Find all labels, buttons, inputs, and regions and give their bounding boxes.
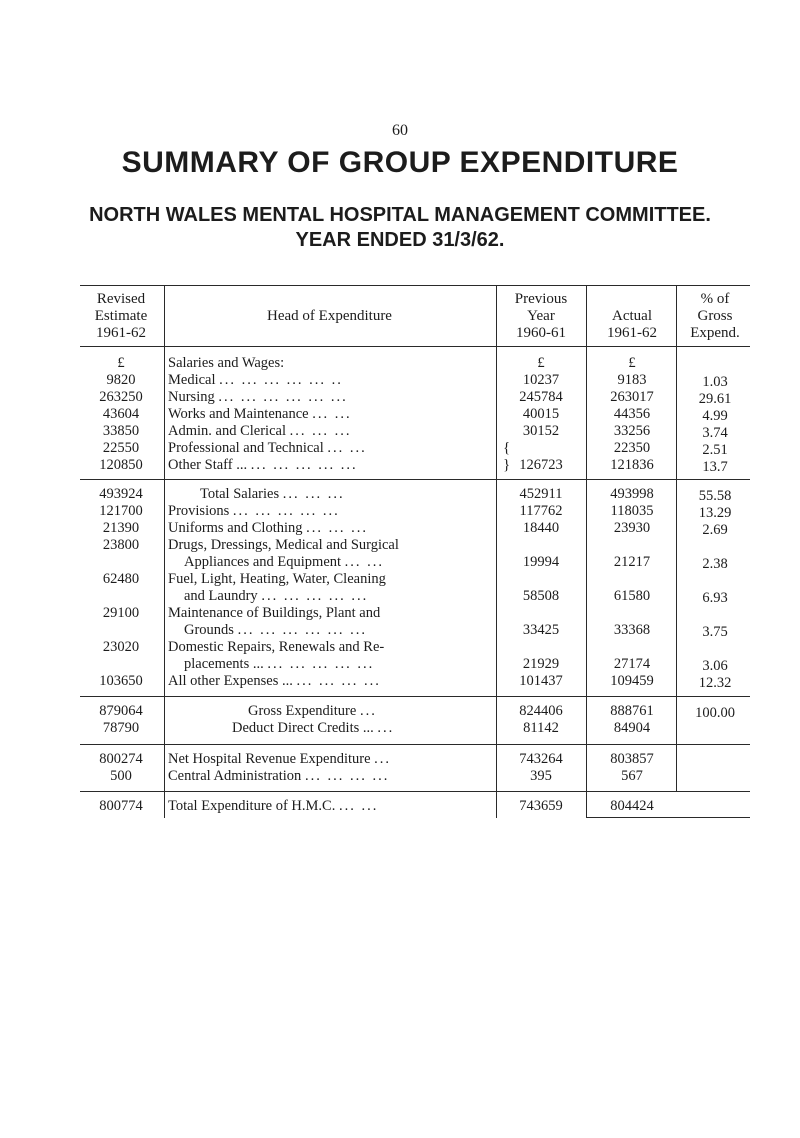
actual-value: 27174 bbox=[613, 656, 651, 672]
head-label: Drugs, Dressings, Medical and Surgical bbox=[168, 537, 399, 553]
head-label: Gross Expenditure ... bbox=[248, 703, 377, 719]
section-rule bbox=[80, 696, 750, 697]
revised-value: 43604 bbox=[102, 406, 140, 422]
previous-value: 58508 bbox=[522, 588, 560, 604]
head-label: Professional and Technical ... ... bbox=[168, 440, 367, 456]
percent-value: 3.75 bbox=[702, 624, 728, 640]
previous-value: 33425 bbox=[522, 622, 560, 638]
salaries-heading: Salaries and Wages: bbox=[168, 355, 285, 371]
previous-value: 117762 bbox=[519, 503, 563, 519]
percent-value: 2.51 bbox=[702, 442, 728, 458]
section-rule bbox=[80, 791, 750, 792]
revised-value: 78790 bbox=[102, 720, 140, 736]
revised-value: 23020 bbox=[102, 639, 140, 655]
actual-value: 121836 bbox=[610, 457, 654, 473]
percent-value: 55.58 bbox=[698, 488, 732, 504]
revised-value: 121700 bbox=[99, 503, 143, 519]
head-label: Deduct Direct Credits ... ... bbox=[232, 720, 395, 736]
percent-value: 13.29 bbox=[698, 505, 732, 521]
revised-value: 263250 bbox=[99, 389, 143, 405]
percent-value: 1.03 bbox=[702, 374, 728, 390]
actual-value: 84904 bbox=[613, 720, 651, 736]
revised-value: 493924 bbox=[99, 486, 143, 502]
actual-value: 263017 bbox=[610, 389, 654, 405]
head-label: Fuel, Light, Heating, Water, Cleaning bbox=[168, 571, 386, 587]
actual-value: 61580 bbox=[613, 588, 651, 604]
previous-value: 10237 bbox=[522, 372, 560, 388]
head-label-continued: Grounds ... ... ... ... ... ... bbox=[184, 622, 367, 638]
brace-mark: } bbox=[503, 457, 511, 473]
actual-value: 888761 bbox=[610, 703, 654, 719]
head-label: Maintenance of Buildings, Plant and bbox=[168, 605, 381, 621]
percent-value: 100.00 bbox=[695, 705, 735, 721]
head-label-continued: placements ... ... ... ... ... ... bbox=[184, 656, 375, 672]
head-label: All other Expenses ... ... ... ... ... bbox=[168, 673, 381, 689]
previous-value: 824406 bbox=[519, 703, 563, 719]
revised-value: 120850 bbox=[99, 457, 143, 473]
actual-value: 118035 bbox=[610, 503, 654, 519]
percent-value: 29.61 bbox=[698, 391, 732, 407]
actual-value: 21217 bbox=[613, 554, 651, 570]
percent-value: 3.74 bbox=[702, 425, 728, 441]
column-divider bbox=[586, 730, 587, 818]
header-percent-gross: % of Gross Expend. bbox=[690, 291, 740, 341]
head-label-continued: and Laundry ... ... ... ... ... bbox=[184, 588, 369, 604]
actual-value: 803857 bbox=[610, 751, 654, 767]
previous-value: 452911 bbox=[519, 486, 563, 502]
percent-value: 2.38 bbox=[702, 556, 728, 572]
actual-value: 567 bbox=[621, 768, 643, 784]
actual-value: 44356 bbox=[613, 406, 651, 422]
percent-value: 2.69 bbox=[702, 522, 728, 538]
head-label: Admin. and Clerical ... ... ... bbox=[168, 423, 352, 439]
header-head-of-expenditure: Head of Expenditure bbox=[267, 308, 392, 324]
previous-value: 743264 bbox=[519, 751, 563, 767]
previous-value: 126723 bbox=[519, 457, 563, 473]
head-label: Medical ... ... ... ... ... .. bbox=[168, 372, 343, 388]
head-label: Central Administration ... ... ... ... bbox=[168, 768, 390, 784]
head-label: Works and Maintenance ... ... bbox=[168, 406, 352, 422]
revised-value: 23800 bbox=[102, 537, 140, 553]
currency-symbol: £ bbox=[117, 355, 125, 371]
header-actual: Actual 1961-62 bbox=[607, 308, 657, 341]
percent-value: 4.99 bbox=[702, 408, 728, 424]
revised-value: 800274 bbox=[99, 751, 143, 767]
column-divider bbox=[496, 730, 497, 818]
table-bottom-rule bbox=[586, 817, 750, 818]
revised-value: 9820 bbox=[106, 372, 136, 388]
currency-symbol: £ bbox=[537, 355, 545, 371]
head-label: Net Hospital Revenue Expenditure ... bbox=[168, 751, 392, 767]
previous-value: 30152 bbox=[522, 423, 560, 439]
previous-value: 81142 bbox=[523, 720, 559, 736]
revised-value: 29100 bbox=[102, 605, 140, 621]
head-label: Uniforms and Clothing ... ... ... bbox=[168, 520, 369, 536]
revised-value: 33850 bbox=[102, 423, 140, 439]
page-title: SUMMARY OF GROUP EXPENDITURE bbox=[121, 146, 679, 179]
head-label: Other Staff ... ... ... ... ... ... bbox=[168, 457, 358, 473]
head-label: Domestic Repairs, Renewals and Re- bbox=[168, 639, 385, 655]
actual-value: 33256 bbox=[613, 423, 651, 439]
percent-value: 6.93 bbox=[702, 590, 728, 606]
actual-value: 109459 bbox=[610, 673, 654, 689]
head-label: Nursing ... ... ... ... ... ... bbox=[168, 389, 348, 405]
previous-value: 395 bbox=[530, 768, 552, 784]
actual-value: 33368 bbox=[613, 622, 651, 638]
header-revised-estimate: Revised Estimate 1961-62 bbox=[94, 291, 148, 341]
previous-value: 101437 bbox=[519, 673, 563, 689]
column-divider bbox=[676, 730, 677, 792]
percent-value: 13.7 bbox=[702, 459, 728, 475]
page-number: 60 bbox=[392, 122, 408, 139]
previous-value: 19994 bbox=[522, 554, 560, 570]
previous-value: 21929 bbox=[522, 656, 560, 672]
actual-value: 22350 bbox=[613, 440, 651, 456]
actual-value: 23930 bbox=[613, 520, 651, 536]
previous-value: 18440 bbox=[522, 520, 560, 536]
revised-value: 800774 bbox=[99, 798, 143, 814]
head-label: Total Salaries ... ... ... bbox=[200, 486, 345, 502]
revised-value: 879064 bbox=[99, 703, 143, 719]
revised-value: 21390 bbox=[102, 520, 140, 536]
actual-value: 493998 bbox=[610, 486, 654, 502]
revised-value: 500 bbox=[110, 768, 132, 784]
previous-value: 245784 bbox=[519, 389, 563, 405]
percent-value: 3.06 bbox=[702, 658, 728, 674]
revised-value: 22550 bbox=[102, 440, 140, 456]
percent-value: 12.32 bbox=[698, 675, 732, 691]
previous-value: 743659 bbox=[519, 798, 563, 814]
revised-value: 62480 bbox=[102, 571, 140, 587]
section-rule bbox=[80, 744, 750, 745]
head-label: Total Expenditure of H.M.C. ... ... bbox=[168, 798, 379, 814]
header-previous-year: Previous Year 1960-61 bbox=[514, 291, 568, 341]
currency-symbol: £ bbox=[628, 355, 636, 371]
column-divider bbox=[164, 730, 165, 818]
actual-value: 804424 bbox=[610, 798, 654, 814]
head-label: Provisions ... ... ... ... ... bbox=[168, 503, 340, 519]
actual-value: 9183 bbox=[617, 372, 647, 388]
year-subtitle: YEAR ENDED 31/3/62. bbox=[295, 229, 505, 251]
revised-value: 103650 bbox=[99, 673, 143, 689]
head-label-continued: Appliances and Equipment ... ... bbox=[184, 554, 385, 570]
previous-value: 40015 bbox=[522, 406, 560, 422]
committee-subtitle: NORTH WALES MENTAL HOSPITAL MANAGEMENT COMMITTEE. bbox=[89, 204, 711, 226]
brace-mark: { bbox=[503, 440, 511, 456]
